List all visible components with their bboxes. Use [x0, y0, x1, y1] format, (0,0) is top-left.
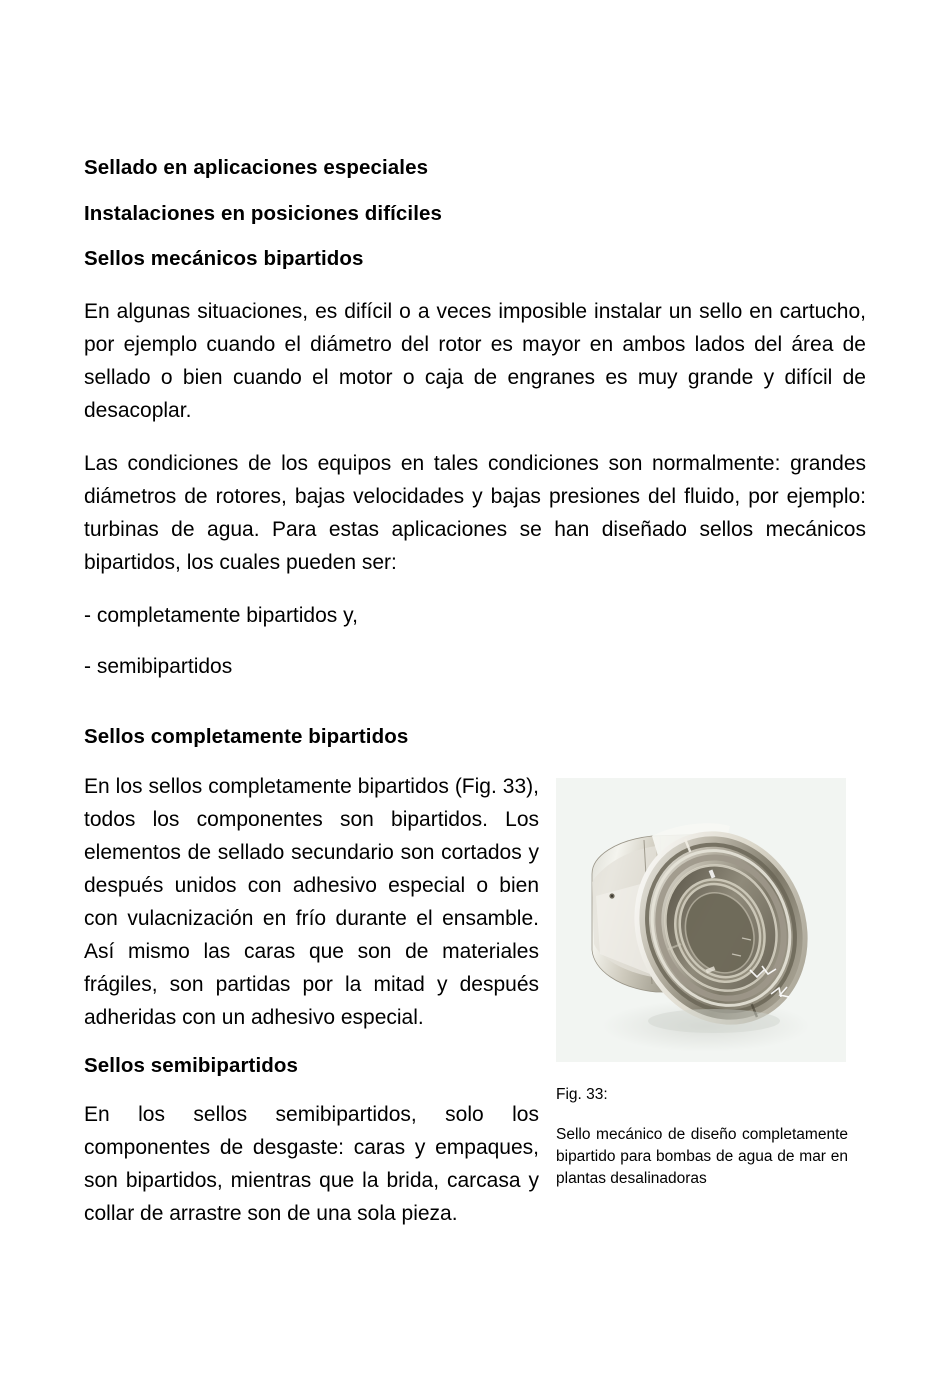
section-heading-semi-split: Sellos semibipartidos	[84, 1053, 298, 1077]
figure-label: Fig. 33:	[556, 1086, 608, 1103]
figure-column-right	[556, 778, 848, 1190]
text-column-left	[84, 727, 539, 1230]
section-heading-installations: Instalaciones en posiciones difíciles	[84, 201, 443, 225]
document-body-top	[84, 158, 866, 701]
figure-caption: Sello mecánico de diseño completamente bipartido para bombas de agua de mar en plantas desalinadoras	[556, 1126, 848, 1187]
page-title: Sellado en aplicaciones especiales	[84, 156, 429, 179]
section-heading-split-seals: Sellos mecánicos bipartidos	[84, 247, 364, 270]
split-mechanical-seal-photo	[556, 778, 846, 1062]
paragraph-fully-split: En los sellos completamente bipartidos (Fig. 33), todos los componentes son bipartidos. Los elementos de sellado secundario son cortados y después unidos con adhesivo especial o bien con vulacnización en frío durante el ensamble. Así mismo las caras que son de materiales frágiles, son partidas por la mitad y después adheridas con un adhesivo especial.	[84, 774, 539, 1029]
figure-33	[556, 778, 846, 1062]
list-item-fully-split: - completamente bipartidos y,	[84, 603, 358, 627]
paragraph-semi-split: En los sellos semibipartidos, solo los componentes de desgaste: caras y empaques, son bipartidos, mientras que la brida, carcasa y collar de arrastre son de una sola pieza.	[84, 1103, 539, 1225]
list-item-semi-split: - semibipartidos	[84, 654, 233, 678]
section-heading-fully-split: Sellos completamente bipartidos	[84, 725, 409, 748]
paragraph-intro-2: Las condiciones de los equipos en tales condiciones son normalmente: grandes diámetros de rotores, bajas velocidades y bajas presiones del fluido, por ejemplo: turbinas de agua. Para estas aplicaciones se han diseñado sellos mecánicos bipartidos, los cuales pueden ser:	[84, 451, 866, 574]
paragraph-intro-1: En algunas situaciones, es difícil o a veces imposible instalar un sello en cartucho, por ejemplo cuando el diámetro del rotor es mayor en ambos lados del área de sellado o bien cuando el motor o caja de engranes es muy grande y difícil de desacoplar.	[84, 299, 866, 422]
